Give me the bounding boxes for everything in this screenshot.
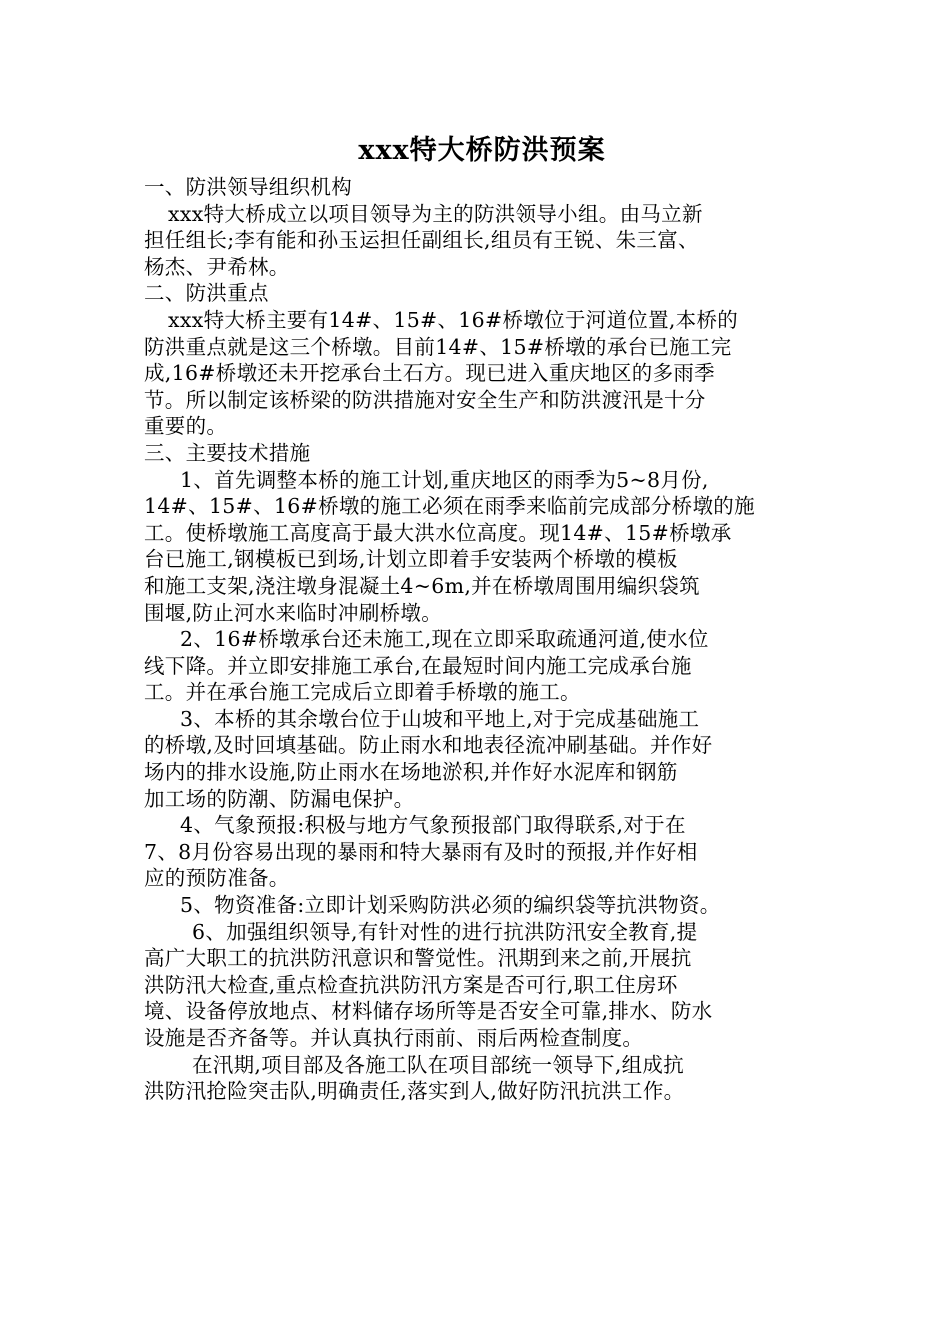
text-line: 工。并在承台施工完成后立即着手桥墩的施工。: [144, 680, 581, 705]
section-heading: 二、防洪重点: [144, 281, 269, 306]
text-line: 3、本桥的其余墩台位于山坡和平地上,对于完成基础施工: [180, 706, 700, 731]
text-line: 高广大职工的抗洪防汛意识和警觉性。汛期到来之前,开展抗: [144, 946, 692, 971]
text-line: 6、加强组织领导,有针对性的进行抗洪防汛安全教育,提: [192, 919, 698, 944]
document-page: [144, 132, 810, 1105]
document-title: xxx特大桥防洪预案: [358, 135, 606, 166]
text-line: 洪防汛大检查,重点检查抗洪防汛方案是否可行,职工住房环: [144, 972, 678, 997]
section-heading: 一、防洪领导组织机构: [144, 175, 352, 199]
text-line: 应的预防准备。: [144, 866, 290, 891]
text-line: 在汛期,项目部及各施工队在项目部统一领导下,组成抗: [192, 1052, 685, 1077]
text-line: 工。使桥墩施工高度高于最大洪水位高度。现14#、15#桥墩承: [144, 520, 732, 545]
text-line: 7、8月份容易出现的暴雨和特大暴雨有及时的预报,并作好相: [144, 839, 698, 864]
text-line: 场内的排水设施,防止雨水在场地淤积,并作好水泥库和钢筋: [144, 760, 678, 785]
text-line: 杨杰、尹希林。: [144, 254, 290, 279]
text-line: 加工场的防潮、防漏电保护。: [144, 786, 415, 811]
text-line: xxx特大桥主要有14#、15#、16#桥墩位于河道位置,本桥的: [168, 307, 739, 332]
text-line: 台已施工,钢模板已到场,计划立即着手安装两个桥墩的模板: [144, 547, 678, 572]
text-line: 线下降。并立即安排施工承台,在最短时间内施工完成承台施: [144, 653, 692, 678]
text-line: 设施是否齐备等。并认真执行雨前、雨后两检查制度。: [144, 1026, 644, 1050]
text-line: xxx特大桥成立以项目领导为主的防洪领导小组。由马立新: [168, 201, 703, 226]
text-line: 2、16#桥墩承台还未施工,现在立即采取疏通河道,使水位: [180, 627, 709, 652]
text-line: 和施工支架,浇注墩身混凝土4~6m,并在桥墩周围用编织袋筑: [144, 573, 700, 598]
document-body: [144, 174, 810, 1105]
text-line: 5、物资准备:立即计划采购防洪必须的编织袋等抗洪物资。: [180, 893, 721, 918]
text-line: 节。所以制定该桥梁的防洪措施对安全生产和防洪渡汛是十分: [144, 387, 706, 412]
section-heading: 三、主要技术措施: [144, 440, 311, 465]
text-line: 洪防汛抢险突击队,明确责任,落实到人,做好防汛抗洪工作。: [144, 1079, 685, 1104]
text-line: 重要的。: [144, 414, 228, 439]
text-line: 14#、15#、16#桥墩的施工必须在雨季来临前完成部分桥墩的施: [144, 494, 755, 519]
text-line: 防洪重点就是这三个桥墩。目前14#、15#桥墩的承台已施工完: [144, 334, 732, 359]
text-line: 围堰,防止河水来临时冲刷桥墩。: [144, 600, 443, 625]
text-line: 4、气象预报:积极与地方气象预报部门取得联系,对于在: [180, 813, 686, 838]
text-line: 担任组长;李有能和孙玉运担任副组长,组员有王锐、朱三富、: [144, 228, 699, 253]
text-line: 的桥墩,及时回填基础。防止雨水和地表径流冲刷基础。并作好: [144, 733, 713, 758]
text-line: 成,16#桥墩还未开挖承台土石方。现已进入重庆地区的多雨季: [144, 361, 715, 386]
text-line: 境、设备停放地点、材料储存场所等是否安全可靠,排水、防水: [144, 999, 713, 1024]
text-line: 1、首先调整本桥的施工计划,重庆地区的雨季为5~8月份,: [180, 467, 709, 492]
